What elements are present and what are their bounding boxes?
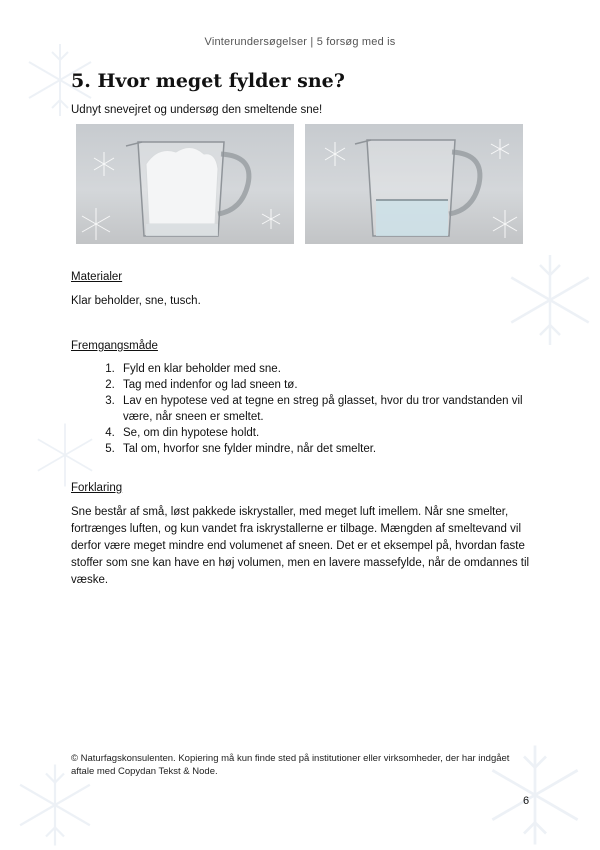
procedure-step: 1. Fyld en klar beholder med sne. <box>118 361 538 377</box>
procedure-step: 4. Se, om din hypotese holdt. <box>118 425 538 441</box>
procedure-heading: Fremgangsmåde <box>71 340 158 352</box>
copyright-footer: © Naturfagskonsulenten. Kopiering må kun finde sted på institutioner eller virksomheder, der har indgået aftale med Copydan Tekst & Node. <box>71 753 510 777</box>
photo-jug-with-snow <box>76 124 294 244</box>
section-intro: Udnyt snevejret og undersøg den smeltende sne! <box>71 104 323 116</box>
explanation-heading: Forklaring <box>71 482 123 494</box>
materials-text: Klar beholder, sne, tusch. <box>71 295 201 307</box>
photo-jug-with-meltwater <box>305 124 523 244</box>
procedure-step: 2. Tag med indenfor og lad sneen tø. <box>118 377 538 393</box>
procedure-steps <box>71 361 538 457</box>
procedure-step: 3. Lav en hypotese ved at tegne en streg på glasset, hvor du tror vandstanden vil være, når sneen er smeltet. <box>118 393 538 425</box>
running-header: Vinterundersøgelser | 5 forsøg med is <box>204 36 396 48</box>
procedure-step: 5. Tal om, hvorfor sne fylder mindre, når det smelter. <box>118 441 538 457</box>
materials-heading: Materialer <box>71 271 123 283</box>
explanation-text: Sne består af små, løst pakkede iskrystaller, med meget luft imellem. Når sne smelter, fortrænges luften, og kun vandet fra iskrystallerne er tilbage. Mængden af smeltevand vil derfor være meget mindre end volumenet af sneen. Det er et eksempel på, hvordan faste stoffer som sne kan have en høj volumen, men en lavere massefylde, når de omdannes til væske. <box>71 506 530 586</box>
page-number: 6 <box>523 795 530 807</box>
section-title: 5. Hvor meget fylder sne? <box>71 70 345 92</box>
